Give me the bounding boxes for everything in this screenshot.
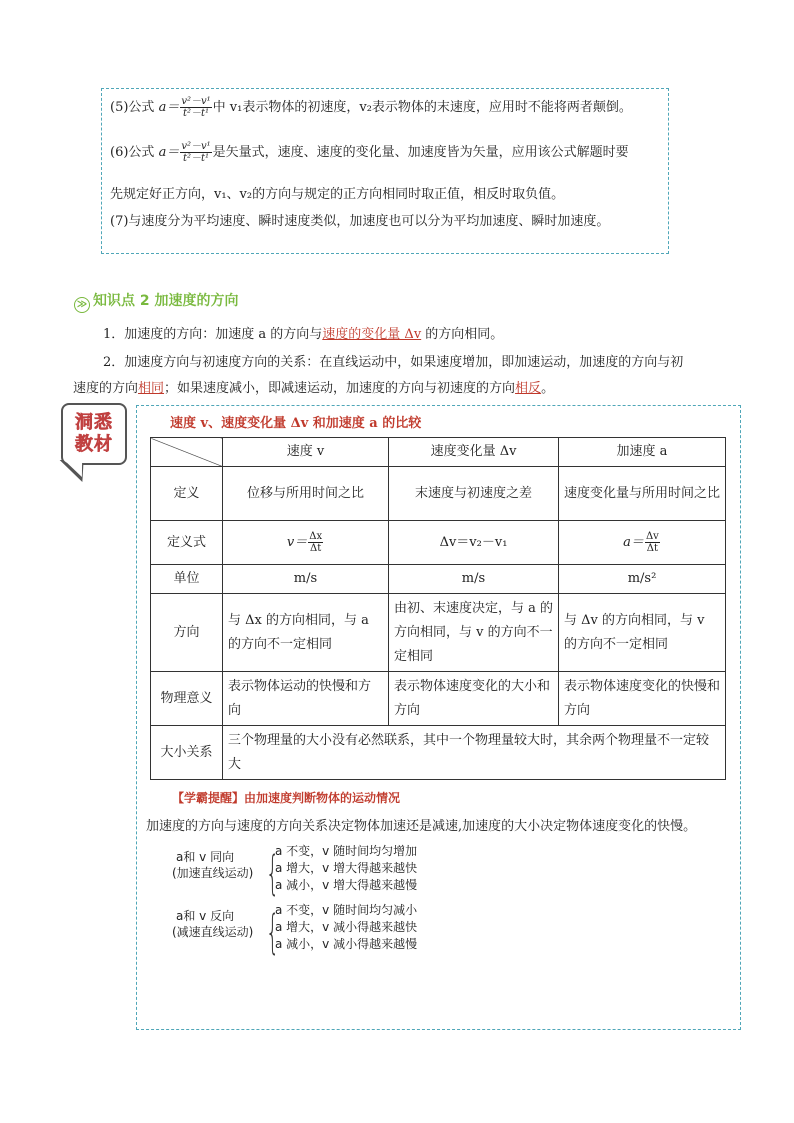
note-6: (6)公式 a＝ $\frac{\text{v²－v¹}}{\text{t²－t¹}}$ 是矢量式，速度、速度的变化量、加速度皆为矢量，应用该公式解题时要 [110, 141, 629, 164]
table-cell: 位移与所用时间之比 [223, 467, 389, 521]
table-cell: Δv＝v₂－v₁ [389, 521, 559, 565]
brace-icon: { [266, 905, 280, 959]
table-cell: m/s² [559, 565, 726, 594]
table-cell: 由初、末速度决定，与 a 的方向相同，与 v 的方向不一定相同 [389, 594, 559, 672]
table-cell: a＝ $\frac{\Delta v}{\Delta t}$ [559, 521, 726, 565]
paragraph-2b: 速度的方向相同；如果速度减小，即减速运动，加速度的方向与初速度的方向相反。 [73, 381, 555, 396]
row-label: 定义式 [151, 521, 223, 565]
case-group-same-direction: a和 v 同向 (加速直线运动) { a 不变，v 随时间均匀增加 a 增大，v 增大得越来越快 a 减小，v 增大得越来越慢 [172, 844, 418, 900]
table-cell: 表示物体速度变化的快慢和方向 [559, 672, 726, 726]
table-cell: m/s [389, 565, 559, 594]
paragraph-1: 1．加速度的方向：加速度 a 的方向与速度的变化量 Δv 的方向相同。 [103, 327, 504, 342]
row-label: 方向 [151, 594, 223, 672]
header-cell: 加速度 a [559, 438, 726, 467]
table-title: 速度 v、速度变化量 Δv 和加速度 a 的比较 [170, 416, 422, 431]
note-7: (7)与速度分为平均速度、瞬时速度类似，加速度也可以分为平均加速度、瞬时加速度。 [110, 214, 610, 229]
row-label: 单位 [151, 565, 223, 594]
paragraph-2: 2．加速度方向与初速度方向的关系：在直线运动中，如果速度增加，即加速运动，加速度的方向与初 [103, 355, 684, 370]
note-6b: 先规定好正方向，v₁、v₂的方向与规定的正方向相同时取正值，相反时取负值。 [110, 187, 565, 202]
table-cell: 表示物体速度变化的大小和方向 [389, 672, 559, 726]
tip-body: 加速度的方向与速度的方向关系决定物体加速还是减速,加速度的大小决定物体速度变化的快慢。 [146, 819, 697, 834]
row-label: 大小关系 [151, 726, 223, 780]
brace-icon: { [266, 846, 280, 900]
row-label: 定义 [151, 467, 223, 521]
section-heading: ≫ 知识点 2 加速度的方向 [74, 290, 239, 313]
table-cell: 末速度与初速度之差 [389, 467, 559, 521]
textbook-badge: 洞悉 教材 [61, 403, 127, 465]
header-cell: 速度变化量 Δv [389, 438, 559, 467]
table-cell: 三个物理量的大小没有必然联系，其中一个物理量较大时，其余两个物理量不一定较大 [223, 726, 726, 780]
note-5: (5)公式 a＝ $\frac{\text{v²－v¹}}{\text{t²－t¹}}$ 中 v₁表示物体的初速度，v₂表示物体的末速度，应用时不能将两者颠倒。 [110, 96, 632, 119]
table-cell: 与 Δx 的方向相同，与 a 的方向不一定相同 [223, 594, 389, 672]
comparison-table [150, 437, 726, 780]
header-cell: 速度 v [223, 438, 389, 467]
row-label: 物理意义 [151, 672, 223, 726]
table-cell: 速度变化量与所用时间之比 [559, 467, 726, 521]
corner-cell [151, 438, 223, 467]
formula-fraction: $\frac{\text{v²－v¹}}{\text{t²－t¹}}$ [181, 141, 211, 164]
table-cell: 表示物体运动的快慢和方向 [223, 672, 389, 726]
formula-fraction: $\frac{\text{v²－v¹}}{\text{t²－t¹}}$ [181, 96, 211, 119]
table-cell: m/s [223, 565, 389, 594]
table-cell: v＝ $\frac{\Delta x}{\Delta t}$ [223, 521, 389, 565]
case-group-opposite-direction: a和 v 反向 (减速直线运动) { a 不变，v 随时间均匀减小 a 增大，v 减小得越来越快 a 减小，v 减小得越来越慢 [172, 903, 418, 959]
table-cell: 与 Δv 的方向相同，与 v 的方向不一定相同 [559, 594, 726, 672]
tip-title: 【学霸提醒】由加速度判断物体的运动情况 [172, 791, 401, 805]
bullet-icon: ≫ [74, 297, 90, 313]
